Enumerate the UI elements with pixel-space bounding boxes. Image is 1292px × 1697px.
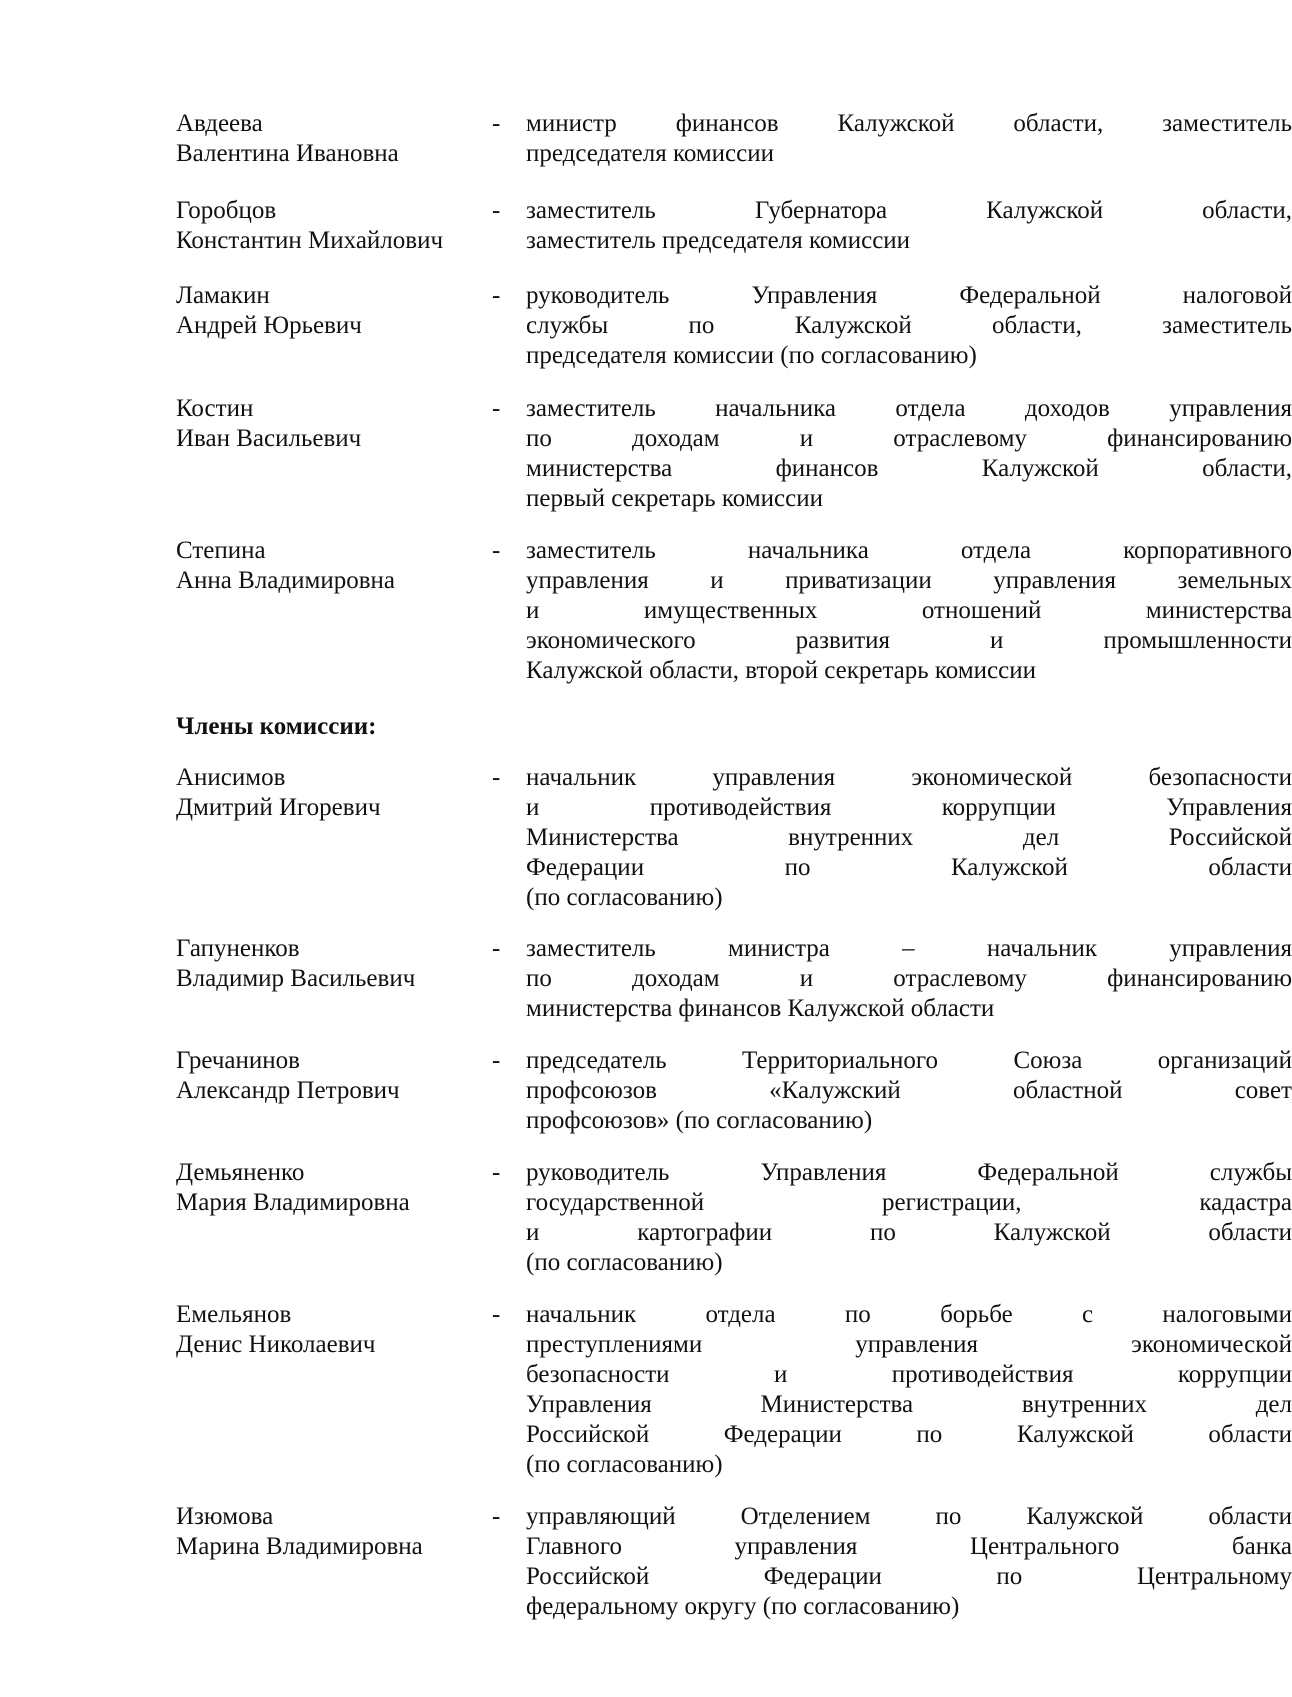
position-line: профсоюзов «Калужский областной совет <box>526 1077 1292 1104</box>
separator-dash: - <box>492 1503 501 1530</box>
separator-dash: - <box>492 110 501 137</box>
member-name <box>176 281 466 341</box>
member-position <box>526 1158 1292 1278</box>
member-position <box>526 763 1292 913</box>
position-line: руководитель Управления Федеральной налоговой <box>526 282 1292 309</box>
position-line: министерства финансов Калужской области <box>526 995 995 1022</box>
member-surname: Горобцов <box>176 197 277 224</box>
position-line: государственной регистрации, кадастра <box>526 1189 1292 1216</box>
member-surname: Гречанинов <box>176 1047 300 1074</box>
position-line: и противодействия коррупции Управления <box>526 794 1292 821</box>
position-line: заместитель начальника отдела доходов управления <box>526 395 1292 422</box>
position-line: министр финансов Калужской области, заместитель <box>526 110 1292 137</box>
separator-dash: - <box>492 282 501 309</box>
member-name <box>176 536 466 596</box>
position-line: и имущественных отношений министерства <box>526 597 1292 624</box>
member-given-names: Иван Васильевич <box>176 425 362 452</box>
member-surname: Изюмова <box>176 1503 274 1530</box>
position-line: (по согласованию) <box>526 1451 723 1478</box>
member-surname: Гапуненков <box>176 935 300 962</box>
position-line: управляющий Отделением по Калужской области <box>526 1503 1292 1530</box>
member-surname: Авдеева <box>176 110 263 137</box>
position-line: преступлениями управления экономической <box>526 1331 1292 1358</box>
position-line: и картографии по Калужской области <box>526 1219 1292 1246</box>
position-line: председателя комиссии (по согласованию) <box>526 342 977 369</box>
position-line: профсоюзов» (по согласованию) <box>526 1107 873 1134</box>
position-line: федеральному округу (по согласованию) <box>526 1593 960 1620</box>
position-line: председателя комиссии <box>526 140 774 167</box>
separator-dash: - <box>492 935 501 962</box>
position-line: первый секретарь комиссии <box>526 485 823 512</box>
member-position <box>526 934 1292 1024</box>
position-line: безопасности и противодействия коррупции <box>526 1361 1292 1388</box>
member-surname: Степина <box>176 537 266 564</box>
position-line: по доходам и отраслевому финансированию <box>526 965 1292 992</box>
member-position <box>526 109 1292 169</box>
position-line: заместитель Губернатора Калужской области, <box>526 197 1292 224</box>
member-surname: Ламакин <box>176 282 270 309</box>
member-given-names: Валентина Ивановна <box>176 140 399 167</box>
position-line: Российской Федерации по Калужской области <box>526 1421 1292 1448</box>
separator-dash: - <box>492 197 501 224</box>
member-given-names: Марина Владимировна <box>176 1533 423 1560</box>
position-line: министерства финансов Калужской области, <box>526 455 1292 482</box>
member-given-names: Александр Петрович <box>176 1077 400 1104</box>
member-name <box>176 1300 466 1360</box>
member-given-names: Андрей Юрьевич <box>176 312 362 339</box>
member-position <box>526 281 1292 371</box>
position-line: руководитель Управления Федеральной службы <box>526 1159 1292 1186</box>
member-surname: Демьяненко <box>176 1159 305 1186</box>
position-line: экономического развития и промышленности <box>526 627 1292 654</box>
position-line: Калужской области, второй секретарь комиссии <box>526 657 1036 684</box>
position-line: председатель Территориального Союза организаций <box>526 1047 1292 1074</box>
member-position <box>526 1502 1292 1622</box>
position-line: Российской Федерации по Центральному <box>526 1563 1292 1590</box>
member-given-names: Владимир Васильевич <box>176 965 416 992</box>
position-line: Министерства внутренних дел Российской <box>526 824 1292 851</box>
separator-dash: - <box>492 537 501 564</box>
member-given-names: Денис Николаевич <box>176 1331 376 1358</box>
member-name <box>176 1158 466 1218</box>
position-line: Федерации по Калужской области <box>526 854 1292 881</box>
section-heading-members: Члены комиссии: <box>176 713 377 740</box>
member-name <box>176 934 466 994</box>
separator-dash: - <box>492 395 501 422</box>
member-position <box>526 536 1292 686</box>
position-line: заместитель председателя комиссии <box>526 227 911 254</box>
member-position <box>526 196 1292 256</box>
member-name <box>176 763 466 823</box>
member-surname: Емельянов <box>176 1301 292 1328</box>
member-position <box>526 1046 1292 1136</box>
position-line: Управления Министерства внутренних дел <box>526 1391 1292 1418</box>
member-surname: Костин <box>176 395 254 422</box>
position-line: заместитель начальника отдела корпоративного <box>526 537 1292 564</box>
position-line: по доходам и отраслевому финансированию <box>526 425 1292 452</box>
separator-dash: - <box>492 764 501 791</box>
member-name <box>176 394 466 454</box>
member-name <box>176 1502 466 1562</box>
separator-dash: - <box>492 1159 501 1186</box>
position-line: (по согласованию) <box>526 1249 723 1276</box>
member-name <box>176 1046 466 1106</box>
position-line: (по согласованию) <box>526 884 723 911</box>
position-line: начальник управления экономической безопасности <box>526 764 1292 791</box>
member-surname: Анисимов <box>176 764 286 791</box>
member-name <box>176 109 466 169</box>
member-position <box>526 394 1292 514</box>
separator-dash: - <box>492 1047 501 1074</box>
position-line: начальник отдела по борьбе с налоговыми <box>526 1301 1292 1328</box>
position-line: Главного управления Центрального банка <box>526 1533 1292 1560</box>
member-given-names: Дмитрий Игоревич <box>176 794 381 821</box>
separator-dash: - <box>492 1301 501 1328</box>
member-position <box>526 1300 1292 1480</box>
position-line: заместитель министра – начальник управления <box>526 935 1292 962</box>
member-given-names: Константин Михайлович <box>176 227 444 254</box>
member-given-names: Мария Владимировна <box>176 1189 410 1216</box>
position-line: службы по Калужской области, заместитель <box>526 312 1292 339</box>
member-name <box>176 196 466 256</box>
position-line: управления и приватизации управления земельных <box>526 567 1292 594</box>
member-given-names: Анна Владимировна <box>176 567 395 594</box>
